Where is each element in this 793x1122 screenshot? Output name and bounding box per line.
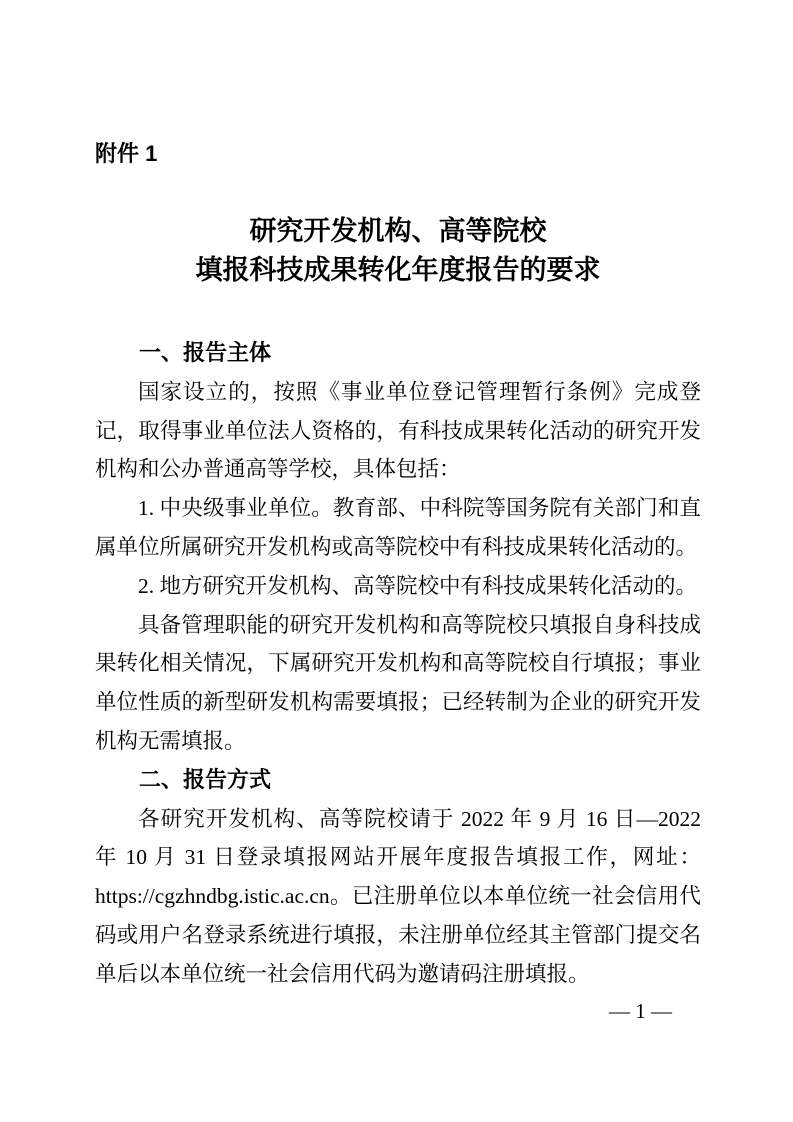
document-title-line-1: 研究开发机构、高等院校 [249,216,547,246]
document-title-line-2: 填报科技成果转化年度报告的要求 [195,255,601,285]
paragraph-item-2-local-units: 2. 地方研究开发机构、高等院校中有科技成果转化活动的。 [138,573,698,598]
section-heading-report-subject: 一、报告主体 [139,340,272,365]
attachment-label: 附件 1 [95,141,158,166]
section-heading-report-method: 二、报告方式 [139,766,272,792]
paragraph-item-1-central-units: 1. 中央级事业单位。教育部、中科院等国务院有关部门和直属单位所属研究开发机构或高等院校中有科技成果转化活动的。 [95,496,701,559]
paragraph-report-method-details: 各研究开发机构、高等院校请于 2022 年 9 月 16 日—2022 年 10 月 31 日登录填报网站开展年度报告填报工作，网址：https://cgzhndbg.istic.ac.cn。已注册单位以本单位统一社会信用代码或用户名登录系统进行填报，未注册单位经其主管部门提交名单后以本单位统一社会信用代码为邀请码注册填报。 [95,806,701,986]
document-content [95,0,701,994]
paragraph-management-scope: 具备管理职能的研究开发机构和高等院校只填报自身科技成果转化相关情况，下属研究开发机构和高等院校自行填报；事业单位性质的新型研发机构需要填报；已经转制为企业的研究开发机构无需填报。 [95,612,701,753]
page-number: — 1 — [609,999,672,1023]
document-body [95,334,701,994]
paragraph-report-subject-intro: 国家设立的，按照《事业单位登记管理暂行条例》完成登记，取得事业单位法人资格的，有科技成果转化活动的研究开发机构和公办普通高等学校，具体包括： [95,379,701,482]
document-title [95,212,701,290]
